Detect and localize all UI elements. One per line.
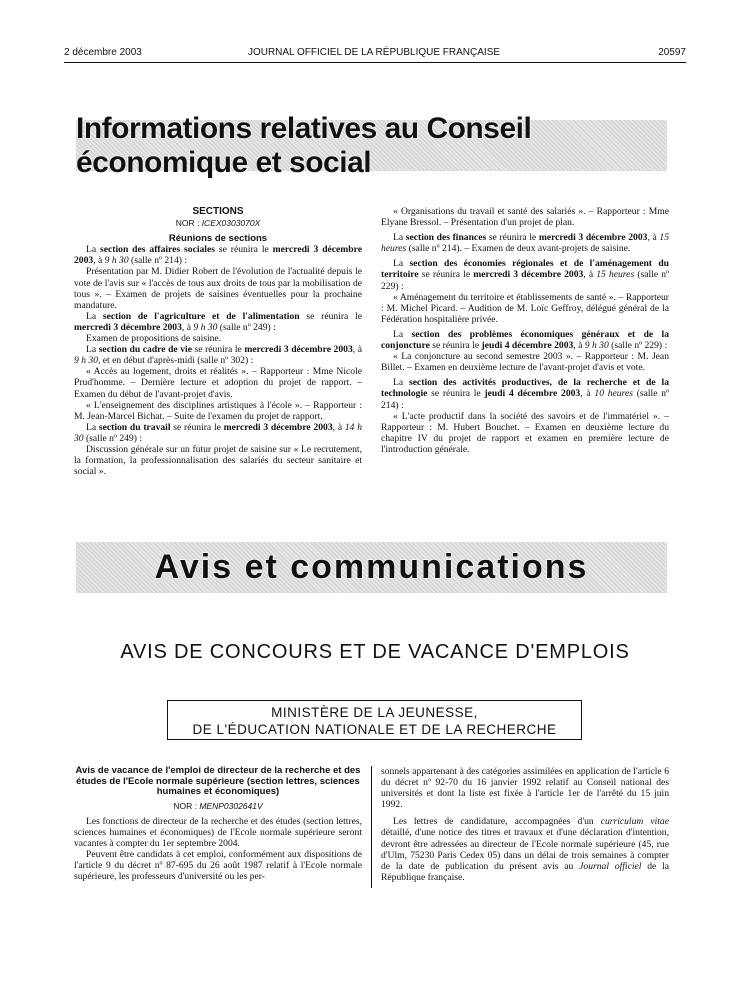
nor-reference: NOR : ICEX0303070X — [175, 218, 261, 229]
paragraph: « L'enseignement des disciplines artistiques à l'école ». – Rapporteur : M. Jean-Marcel Bichat. – Suite de l'examen du projet de rapport. — [74, 399, 362, 422]
header-page-number: 20597 — [658, 47, 686, 58]
vacance-title: Avis de vacance de l'emploi de directeur de la recherche et des études de l'Ecole normale supérieure (section lettres, sciences humaines et économiques) — [75, 765, 361, 798]
paragraph: Présentation par M. Didier Robert de l'évolution de l'actualité depuis le vote de l'avis sur « l'accès de tous aux droits de tous par la mobilisation de tous ». – Examen de projets de saisines éventuelles pour la prochaine mandature. — [74, 266, 362, 311]
paragraph: « Organisations du travail et santé des salariés ». – Rapporteur : Mme Elyane Bressol. – Présentation d'un projet de plan. — [381, 206, 669, 229]
banner-title: Informations relatives au Conseil économique et social — [76, 111, 532, 179]
paragraph: La section de l'agriculture et de l'alimentation se réunira le mercredi 3 décembre 2003, à 9 h 30 (salle nº 249) : — [74, 310, 362, 333]
ministere-line2: DE L'ÉDUCATION NATIONALE ET DE LA RECHERCHE — [192, 722, 557, 737]
nor-reference: NOR : MENP0302641V — [173, 800, 263, 811]
paragraph: La section des affaires sociales se réunira le mercredi 3 décembre 2003, à 9 h 30 (salle nº 214) : — [74, 244, 362, 267]
paragraph: La section des économies régionales et de l'aménagement du territoire se réunira le mercredi 3 décembre 2003, à 15 heures (salle nº 229) : — [381, 258, 669, 292]
header-rule — [64, 62, 686, 63]
paragraph: « Aménagement du territoire et établissements de santé ». – Rapporteur : M. Michel Picard. – Audition de M. Loïc Geffroy, délégué général de la Fédération hospitalière privée. — [381, 291, 669, 325]
sections-subtitle: Réunions de sections — [168, 233, 268, 245]
paragraph: sonnels appartenant à des catégories assimilées en application de l'article 6 du décret nº 92-70 du 16 janvier 1992 relatif au Conseil national des universités et dont la liste est fixée à l'article 1er de l'arrêté du 15 juin 1992. — [381, 766, 669, 811]
header-journal: JOURNAL OFFICIEL DE LA RÉPUBLIQUE FRANÇAISE — [247, 47, 501, 58]
paragraph: La section des problèmes économiques généraux et de la conjoncture se réunira le jeudi 4 décembre 2003, à 9 h 30 (salle nº 229) : — [381, 328, 669, 352]
ministere-box — [167, 700, 582, 740]
sections-column-right — [381, 206, 669, 455]
vacance-column-left — [74, 766, 362, 882]
paragraph: Discussion générale sur un futur projet de saisine sur « Le recrutement, la formation, la professionnalisation des salariés du secteur sanitaire et social ». — [74, 443, 362, 478]
paragraph: « Accès au logement, droits et réalités ». – Rapporteur : Mme Nicole Prud'homme. – Dernière lecture et adoption du projet de rapport. – Examen du début de l'avant-projet d'avis. — [74, 366, 362, 400]
paragraph: La section des activités productives, de la recherche et de la technologie se réunira le jeudi 4 décembre 2003, à 10 heures (salle nº 214) : — [381, 377, 669, 411]
avis-concours-title: AVIS DE CONCOURS ET DE VACANCE D'EMPLOIS — [120, 641, 630, 663]
paragraph: Examen de propositions de saisine. — [86, 333, 222, 345]
column-divider — [371, 766, 372, 888]
paragraph: Peuvent être candidats à cet emploi, conformément aux dispositions de l'article 9 du décret nº 87-695 du 26 août 1987 relatif à l'Ecole normale supérieure, les professeurs d'université ou les per- — [74, 849, 362, 883]
paragraph: La section du cadre de vie se réunira le mercredi 3 décembre 2003, à 9 h 30, et en début d'après-midi (salle nº 302) : — [74, 344, 362, 367]
sections-heading: SECTIONS — [192, 206, 244, 217]
paragraph: « La conjoncture au second semestre 2003 ». – Rapporteur : M. Jean Billet. – Examen en deuxième lecture de l'avant-projet d'avis et vote. — [381, 351, 669, 374]
paragraph: Les fonctions de directeur de la recherche et des études (section lettres, sciences humaines et économiques) de l'Ecole normale supérieure seront vacantes à compter du 1er septembre 2004. — [74, 815, 362, 850]
header-date: 2 décembre 2003 — [64, 47, 142, 58]
banner-avis-communications — [76, 542, 667, 593]
banner-conseil-economique — [76, 111, 667, 179]
sections-column-left — [74, 206, 362, 477]
paragraph: La section des finances se réunira le mercredi 3 décembre 2003, à 15 heures (salle nº 214). – Examen de deux avant-projets de saisine. — [381, 232, 669, 255]
paragraph: « L'acte productif dans la société des savoirs et de l'immatériel ». – Rapporteur : M. Hubert Bouchet. – Examen en deuxième lecture du chapitre IV du projet de rapport et examen en première lecture de l'introduction générale. — [381, 410, 669, 455]
vacance-column-right — [381, 766, 669, 883]
ministere-line1: MINISTÈRE DE LA JEUNESSE, — [271, 705, 478, 720]
paragraph: Les lettres de candidature, accompagnées d'un curriculum vitae détaillé, d'une notice des titres et travaux et d'une déclaration d'intention, devront être adressées au directeur de l'Ecole normale supérieure (45, rue d'Ulm, 75230 Paris Cedex 05) dans un délai de trois semaines à compter de la date de publication du présent avis au Journal officiel de la République française. — [381, 816, 669, 883]
paragraph: La section du travail se réunira le mercredi 3 décembre 2003, à 14 h 30 (salle nº 249) : — [74, 421, 362, 444]
banner-title: Avis et communications — [154, 548, 589, 586]
